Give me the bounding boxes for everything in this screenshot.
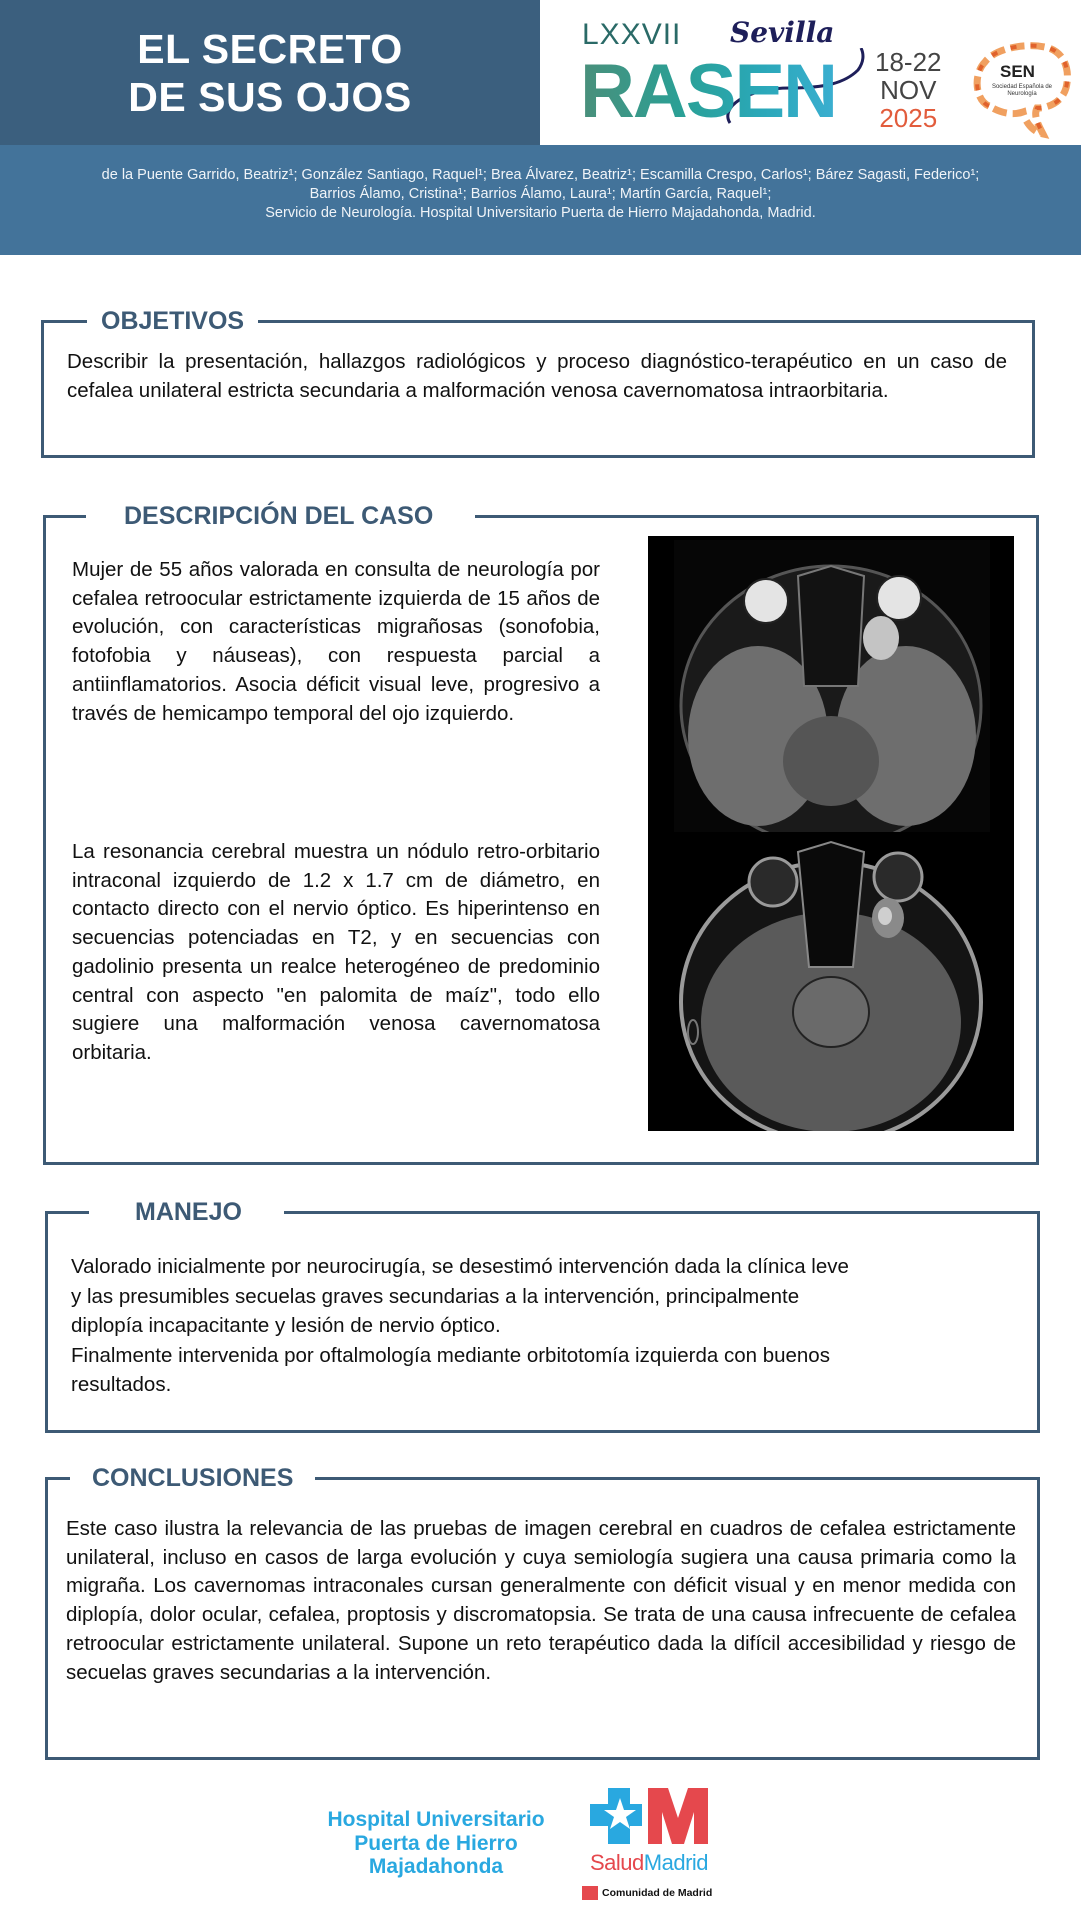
- salud-word: Salud: [590, 1850, 644, 1875]
- comunidad-de-madrid-logo: [582, 1886, 712, 1900]
- manejo-text: [71, 1252, 1021, 1400]
- salud-madrid-cross-m-icon: [580, 1782, 730, 1848]
- conclusiones-text: Este caso ilustra la relevancia de las pruebas de imagen cerebral en cuadros de cefalea estrictamente unilateral, incluso en casos de larga evolución y cuya semiología sugiera una causa primaria como la migraña. Los cavernomas intraconales cursan generalmente con déficit visual y en menor medida con diplopía, dolor ocular, cefalea, proptosis y discromatopsia. Se trata de una causa infrecuente de cefalea retroocular estrictamente unilateral. Supone un reto terapéutico dada la difícil accesibilidad y riesgo de secuelas graves secundarias a la intervención.: [66, 1517, 1016, 1684]
- mri-t2-brain-icon: [648, 536, 1014, 832]
- hospital-logo-text: [316, 1808, 556, 1879]
- section-objetivos: [41, 307, 1035, 458]
- poster-title-line-1: EL SECRETO: [137, 25, 403, 72]
- affiliation-line: Servicio de Neurología. Hospital Universitario Puerta de Hierro Majadahonda, Madrid.: [265, 205, 816, 221]
- section-heading-conclusiones: CONCLUSIONES: [70, 1462, 315, 1494]
- salud-madrid-logo: [580, 1782, 750, 1912]
- congress-dates: [875, 48, 942, 132]
- manejo-line: Finalmente intervenida por oftalmología mediante orbitotomía izquierda con buenos: [71, 1343, 830, 1367]
- mri-gadolinium-brain-icon: [648, 832, 1014, 1131]
- sen-logo-text: SEN: [1000, 62, 1035, 81]
- mri-t2-image: [648, 536, 1014, 832]
- authors-line-1: de la Puente Garrido, Beatriz¹; González Santiago, Raquel¹; Brea Álvarez, Beatriz¹; Escamilla Crespo, Carlos¹; Bárez Sagasti, Federico¹;: [101, 167, 980, 183]
- section-conclusiones: [45, 1464, 1040, 1760]
- hospital-name-line-2: Puerta de Hierro: [354, 1831, 518, 1855]
- descripcion-paragraph-1: Mujer de 55 años valorada en consulta de neurología por cefalea retroocular estrictamente izquierda de 15 años de evolución, con características migrañosas (sonofobia, fotofobia y náuseas), con respuesta parcial a antiinflamatorios. Asocia déficit visual leve, progresivo a través de hemicampo temporal del ojo izquierdo.: [72, 558, 600, 725]
- hospital-name-line-1: Hospital Universitario: [327, 1808, 545, 1831]
- descripcion-paragraph-2: La resonancia cerebral muestra un nódulo retro-orbitario intraconal izquierdo de 1.2 x 1.7 cm de diámetro, en contacto directo con el nervio óptico. Es hiperintenso en secuencias potenciadas en T2, y en secuencias con gadolinio presenta un realce heterogéneo de predominio central con aspecto "en palomita de maíz", todo ello sugiere una malformación venosa cavernomatosa orbitaria.: [72, 840, 600, 1064]
- congress-days: 18-22: [875, 47, 942, 77]
- manejo-line: y las presumibles secuelas graves secundarias a la intervención, principalmente: [71, 1284, 800, 1308]
- sen-logo: [973, 40, 1071, 140]
- section-heading-objetivos: OBJETIVOS: [87, 305, 258, 337]
- poster-title-line-2: DE SUS OJOS: [128, 73, 412, 120]
- authors-block: [0, 145, 1081, 255]
- manejo-line: Valorado inicialmente por neurocirugía, se desestimó intervención dada la clínica leve: [71, 1255, 849, 1278]
- madrid-word: Madrid: [643, 1850, 709, 1875]
- congress-city: Sevilla: [730, 16, 835, 49]
- section-manejo: [45, 1198, 1040, 1433]
- mri-gadolinium-image: [648, 832, 1014, 1131]
- congress-month: NOV: [880, 75, 937, 105]
- madrid-flag-icon: [582, 1886, 598, 1900]
- section-heading-manejo: MANEJO: [89, 1196, 284, 1228]
- poster-title-banner: [0, 0, 540, 145]
- congress-edition: LXXVII: [582, 18, 682, 51]
- congress-name-logo: RASEN: [580, 49, 837, 134]
- sen-logo-subtitle: Sociedad Española de Neurología: [991, 84, 1053, 97]
- comunidad-text: Comunidad de Madrid: [602, 1887, 713, 1899]
- manejo-line: resultados.: [71, 1373, 172, 1396]
- congress-year: 2025: [879, 103, 938, 133]
- section-heading-descripcion: DESCRIPCIÓN DEL CASO: [86, 500, 475, 532]
- hospital-name-line-3: Majadahonda: [368, 1855, 504, 1878]
- authors-line-2: Barrios Álamo, Cristina¹; Barrios Álamo, Laura¹; Martín García, Raquel¹;: [309, 186, 772, 202]
- objetivos-text: Describir la presentación, hallazgos radiológicos y proceso diagnóstico-terapéutico en un caso de cefalea unilateral estricta secundaria a malformación venosa cavernomatosa intraorbitaria.: [67, 350, 1007, 402]
- manejo-line: diplopía incapacitante y lesión de nervio óptico.: [71, 1314, 501, 1337]
- section-descripcion: [43, 502, 1039, 1165]
- salud-madrid-wordmark: [590, 1850, 708, 1876]
- congress-logo-area: [540, 0, 1081, 145]
